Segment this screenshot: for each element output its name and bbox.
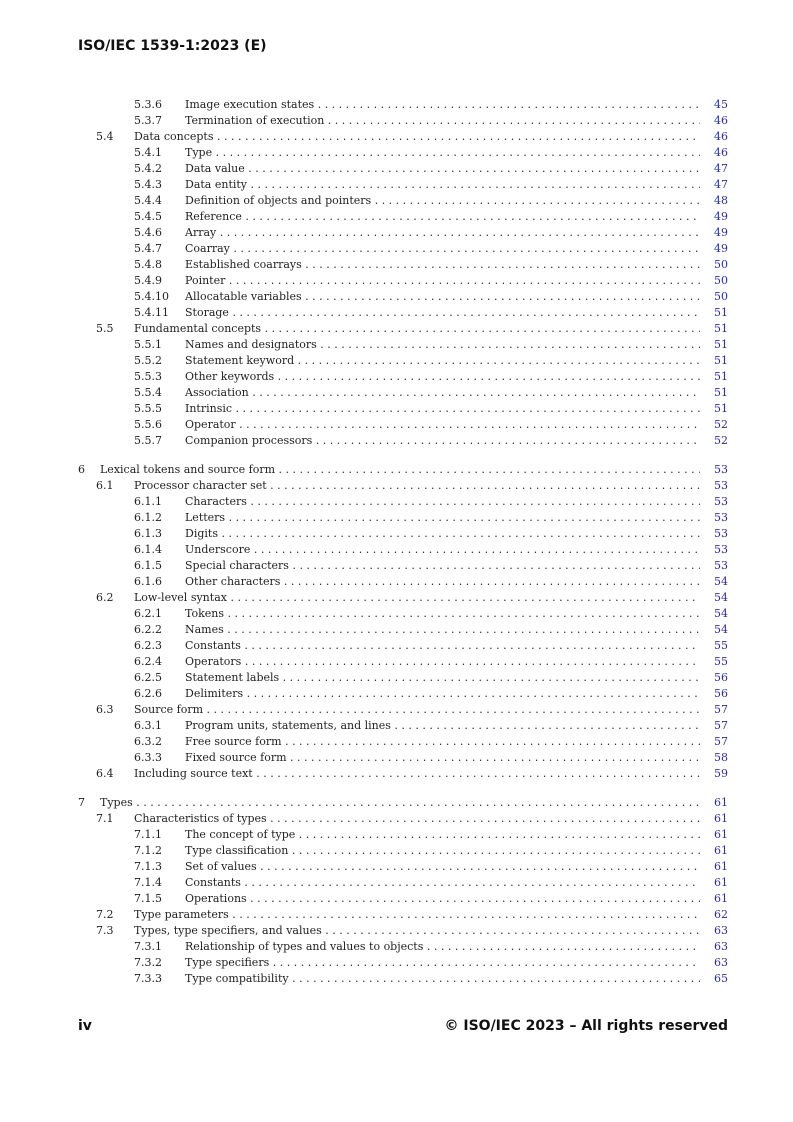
toc-entry-page-link[interactable]: 53 [702,526,728,542]
toc-entry-number: 6.2.2 [134,623,162,636]
toc-entry[interactable] [78,891,728,907]
toc-entry-page-link[interactable]: 61 [702,891,728,907]
toc-entry-page-link[interactable]: 58 [702,750,728,766]
toc-entry-page-link[interactable]: 61 [702,843,728,859]
toc-entry-page-link[interactable]: 53 [702,462,728,478]
toc-entry-number: 5.5.4 [134,386,162,399]
toc-entry-title: The concept of type . . . [185,827,700,843]
toc-entry-title: Relationship of types and values to objects . . . [185,939,700,955]
toc-entry-title: Type compatibility . . . [185,971,700,987]
toc-entry-page-link[interactable]: 61 [702,811,728,827]
toc-entry-title: Fixed source form . . . [185,750,700,766]
toc-entry-title: Source form . . . [134,702,700,718]
toc-entry-page-link[interactable]: 51 [702,401,728,417]
toc-entry-title: Other keywords . . . [185,369,700,385]
toc-entry-number: 5.5.5 [134,402,162,415]
toc-entry-title: Letters . . . [185,510,700,526]
toc-entry[interactable] [78,353,728,369]
toc-entry[interactable] [78,955,728,971]
toc-entry-number: 5.4 [96,130,114,143]
toc-entry-page-link[interactable]: 50 [702,257,728,273]
toc-entry-title: Processor character set . . . [134,478,700,494]
toc-entry-number: 5.4.7 [134,242,162,255]
page-header-title: ISO/IEC 1539-1:2023 (E) [78,38,267,54]
toc-entry[interactable] [78,686,728,702]
toc-entry[interactable] [78,273,728,289]
toc-entry[interactable] [78,606,728,622]
toc-entry-title: Fundamental concepts . . . [134,321,700,337]
toc-entry-title: Constants . . . [185,638,700,654]
toc-entry[interactable] [78,433,728,449]
toc-entry-number: 6.3.2 [134,735,162,748]
toc-entry-number: 6.4 [96,767,114,780]
toc-entry-page-link[interactable]: 63 [702,955,728,971]
toc-entry-page-link[interactable]: 45 [702,97,728,113]
toc-entry-title: Free source form . . . [185,734,700,750]
toc-entry-page-link[interactable]: 53 [702,510,728,526]
toc-entry[interactable] [78,129,728,145]
toc-entry-title: Type . . . [185,145,700,161]
toc-entry-number: 5.5.2 [134,354,162,367]
toc-entry[interactable] [78,558,728,574]
toc-entry-page-link[interactable]: 51 [702,353,728,369]
toc-entry-page-link[interactable]: 53 [702,542,728,558]
toc-entry[interactable] [78,859,728,875]
toc-entry-number: 5.4.5 [134,210,162,223]
toc-entry-title: Types . . . [100,795,700,811]
toc-entry[interactable] [78,113,728,129]
toc-entry-number: 7.1 [96,812,114,825]
toc-entry-title: Operator . . . [185,417,700,433]
toc-entry-number: 7.1.3 [134,860,162,873]
toc-entry[interactable] [78,907,728,923]
toc-entry[interactable] [78,161,728,177]
toc-entry-number: 6.1 [96,479,114,492]
toc-entry-title: Other characters . . . [185,574,700,590]
toc-entry-number: 6.1.2 [134,511,162,524]
toc-entry[interactable] [78,971,728,987]
toc-entry[interactable] [78,385,728,401]
toc-entry-page-link[interactable]: 63 [702,923,728,939]
toc-entry-number: 7.1.2 [134,844,162,857]
toc-entry-page-link[interactable]: 61 [702,827,728,843]
toc-entry-number: 7.1.5 [134,892,162,905]
toc-entry-page-link[interactable]: 50 [702,289,728,305]
toc-entry-page-link[interactable]: 56 [702,686,728,702]
toc-entry-title: Definition of objects and pointers . . . [185,193,700,209]
toc-entry-title: Constants . . . [185,875,700,891]
toc-entry-page-link[interactable]: 54 [702,574,728,590]
toc-entry[interactable] [78,795,728,811]
toc-entry-title: Characters . . . [185,494,700,510]
toc-entry-number: 7.3.2 [134,956,162,969]
toc-entry-page-link[interactable]: 46 [702,113,728,129]
toc-entry[interactable] [78,510,728,526]
toc-entry[interactable] [78,145,728,161]
toc-entry-title: Image execution states . . . [185,97,700,113]
toc-entry-page-link[interactable]: 51 [702,385,728,401]
toc-entry-title: Including source text . . . [134,766,700,782]
toc-entry-title: Pointer . . . [185,273,700,289]
toc-entry-number: 7 [78,796,85,809]
toc-entry-number: 5.3.7 [134,114,162,127]
toc-entry[interactable] [78,193,728,209]
toc-entry-title: Type classification . . . [185,843,700,859]
toc-entry[interactable] [78,923,728,939]
toc-entry-number: 5.5 [96,322,114,335]
toc-entry[interactable] [78,638,728,654]
toc-entry-number: 5.5.6 [134,418,162,431]
toc-entry-page-link[interactable]: 52 [702,417,728,433]
toc-entry-number: 6.1.5 [134,559,162,572]
toc-entry-title: Delimiters . . . [185,686,700,702]
toc-entry-page-link[interactable]: 61 [702,875,728,891]
toc-entry-page-link[interactable]: 47 [702,161,728,177]
toc-entry-title: Allocatable variables . . . [185,289,700,305]
toc-entry[interactable] [78,417,728,433]
toc-entry[interactable] [78,622,728,638]
toc-entry-page-link[interactable]: 52 [702,433,728,449]
toc-entry-number: 5.5.1 [134,338,162,351]
toc-entry-title: Array . . . [185,225,700,241]
toc-entry-page-link[interactable]: 46 [702,145,728,161]
toc-entry-title: Names and designators . . . [185,337,700,353]
toc-entry-number: 5.4.10 [134,290,169,303]
toc-entry-page-link[interactable]: 47 [702,177,728,193]
toc-entry-title: Type specifiers . . . [185,955,700,971]
toc-entry-title: Intrinsic . . . [185,401,700,417]
toc-entry[interactable] [78,718,728,734]
toc-entry-number: 7.1.1 [134,828,162,841]
toc-entry[interactable] [78,225,728,241]
toc-entry[interactable] [78,97,728,113]
toc-entry-number: 5.5.3 [134,370,162,383]
toc-entry[interactable] [78,574,728,590]
toc-entry-title: Special characters . . . [185,558,700,574]
toc-entry-number: 5.4.1 [134,146,162,159]
toc-entry-title: Tokens . . . [185,606,700,622]
toc-entry-title: Low-level syntax . . . [134,590,700,606]
toc-entry[interactable] [78,177,728,193]
toc-entry-page-link[interactable]: 62 [702,907,728,923]
toc-entry[interactable] [78,321,728,337]
toc-entry-page-link[interactable]: 53 [702,478,728,494]
toc-entry[interactable] [78,241,728,257]
toc-entry-number: 5.4.8 [134,258,162,271]
toc-entry-page-link[interactable]: 54 [702,590,728,606]
toc-entry-title: Set of values . . . [185,859,700,875]
toc-entry[interactable] [78,305,728,321]
toc-entry-title: Type parameters . . . [134,907,700,923]
toc-entry-number: 5.4.4 [134,194,162,207]
toc-entry-number: 7.1.4 [134,876,162,889]
toc-entry-title: Termination of execution . . . [185,113,700,129]
toc-entry-page-link[interactable]: 49 [702,225,728,241]
toc-entry-title: Coarray . . . [185,241,700,257]
toc-entry-page-link[interactable]: 46 [702,129,728,145]
toc-entry-number: 7.2 [96,908,114,921]
toc-entry-title: Reference . . . [185,209,700,225]
toc-entry-number: 7.3.3 [134,972,162,985]
toc-entry-page-link[interactable]: 48 [702,193,728,209]
toc-entry-number: 7.3.1 [134,940,162,953]
toc-entry-title: Operations . . . [185,891,700,907]
toc-entry[interactable] [78,766,728,782]
toc-entry-page-link[interactable]: 51 [702,305,728,321]
toc-entry-number: 6 [78,463,85,476]
toc-entry-page-link[interactable]: 53 [702,494,728,510]
toc-entry[interactable] [78,494,728,510]
toc-entry[interactable] [78,401,728,417]
toc-entry[interactable] [78,670,728,686]
toc-entry[interactable] [78,257,728,273]
toc-entry-number: 6.3 [96,703,114,716]
toc-entry[interactable] [78,478,728,494]
toc-entry[interactable] [78,811,728,827]
toc-entry-title: Association . . . [185,385,700,401]
toc-entry-page-link[interactable]: 49 [702,241,728,257]
toc-entry-page-link[interactable]: 61 [702,859,728,875]
toc-entry-page-link[interactable]: 55 [702,638,728,654]
toc-entry-page-link[interactable]: 51 [702,369,728,385]
toc-entry[interactable] [78,734,728,750]
toc-entry-number: 5.5.7 [134,434,162,447]
toc-entry[interactable] [78,209,728,225]
toc-entry-page-link[interactable]: 63 [702,939,728,955]
toc-entry-number: 6.2.5 [134,671,162,684]
toc-entry-page-link[interactable]: 51 [702,337,728,353]
toc-entry-title: Established coarrays . . . [185,257,700,273]
toc-entry-page-link[interactable]: 57 [702,718,728,734]
footer-copyright: © ISO/IEC 2023 – All rights reserved [444,1018,728,1034]
toc-entry[interactable] [78,369,728,385]
toc-entry[interactable] [78,827,728,843]
toc-entry-title: Lexical tokens and source form . . . [100,462,700,478]
toc-entry-page-link[interactable]: 49 [702,209,728,225]
toc-entry-number: 6.2.4 [134,655,162,668]
toc-entry-page-link[interactable]: 50 [702,273,728,289]
toc-entry-number: 6.3.1 [134,719,162,732]
toc-entry-number: 5.4.11 [134,306,169,319]
toc-entry[interactable] [78,939,728,955]
toc-entry-title: Data value . . . [185,161,700,177]
toc-entry-page-link[interactable]: 56 [702,670,728,686]
toc-entry-number: 6.2.3 [134,639,162,652]
toc-entry[interactable] [78,875,728,891]
toc-entry-page-link[interactable]: 54 [702,622,728,638]
toc-entry-page-link[interactable]: 59 [702,766,728,782]
toc-entry-number: 5.4.2 [134,162,162,175]
footer-page-number: iv [78,1018,92,1034]
toc-entry-title: Statement keyword . . . [185,353,700,369]
toc-entry-title: Storage . . . [185,305,700,321]
toc-entry-title: Characteristics of types . . . [134,811,700,827]
toc-entry[interactable] [78,590,728,606]
toc-entry[interactable] [78,750,728,766]
toc-entry-number: 5.4.9 [134,274,162,287]
toc-entry-title: Names . . . [185,622,700,638]
toc-entry-page-link[interactable]: 65 [702,971,728,987]
toc-entry[interactable] [78,542,728,558]
toc-entry-number: 5.3.6 [134,98,162,111]
toc-entry-number: 6.2.1 [134,607,162,620]
toc-entry-title: Companion processors . . . [185,433,700,449]
toc-entry-number: 7.3 [96,924,114,937]
toc-entry-page-link[interactable]: 53 [702,558,728,574]
toc-entry-page-link[interactable]: 55 [702,654,728,670]
toc-entry-number: 6.1.4 [134,543,162,556]
toc-entry-title: Data concepts . . . [134,129,700,145]
toc-entry-title: Statement labels . . . [185,670,700,686]
toc-entry-title: Operators . . . [185,654,700,670]
toc-entry[interactable] [78,843,728,859]
toc-entry-number: 6.3.3 [134,751,162,764]
toc-entry-page-link[interactable]: 57 [702,702,728,718]
toc-entry-page-link[interactable]: 51 [702,321,728,337]
toc-entry-number: 6.2.6 [134,687,162,700]
toc-entry[interactable] [78,702,728,718]
toc-entry-title: Types, type specifiers, and values . . . [134,923,700,939]
toc-entry[interactable] [78,289,728,305]
toc-entry[interactable] [78,337,728,353]
toc-entry-title: Underscore . . . [185,542,700,558]
toc-entry-page-link[interactable]: 61 [702,795,728,811]
toc-entry[interactable] [78,654,728,670]
toc-entry[interactable] [78,462,728,478]
table-of-contents [78,97,728,987]
toc-entry-number: 6.1.6 [134,575,162,588]
toc-entry-title: Data entity . . . [185,177,700,193]
toc-entry-page-link[interactable]: 57 [702,734,728,750]
toc-entry-number: 5.4.6 [134,226,162,239]
toc-entry-title: Digits . . . [185,526,700,542]
toc-entry-number: 6.2 [96,591,114,604]
toc-entry-number: 6.1.1 [134,495,162,508]
toc-entry-number: 5.4.3 [134,178,162,191]
toc-entry-page-link[interactable]: 54 [702,606,728,622]
toc-entry[interactable] [78,526,728,542]
toc-entry-title: Program units, statements, and lines . . . [185,718,700,734]
toc-entry-number: 6.1.3 [134,527,162,540]
